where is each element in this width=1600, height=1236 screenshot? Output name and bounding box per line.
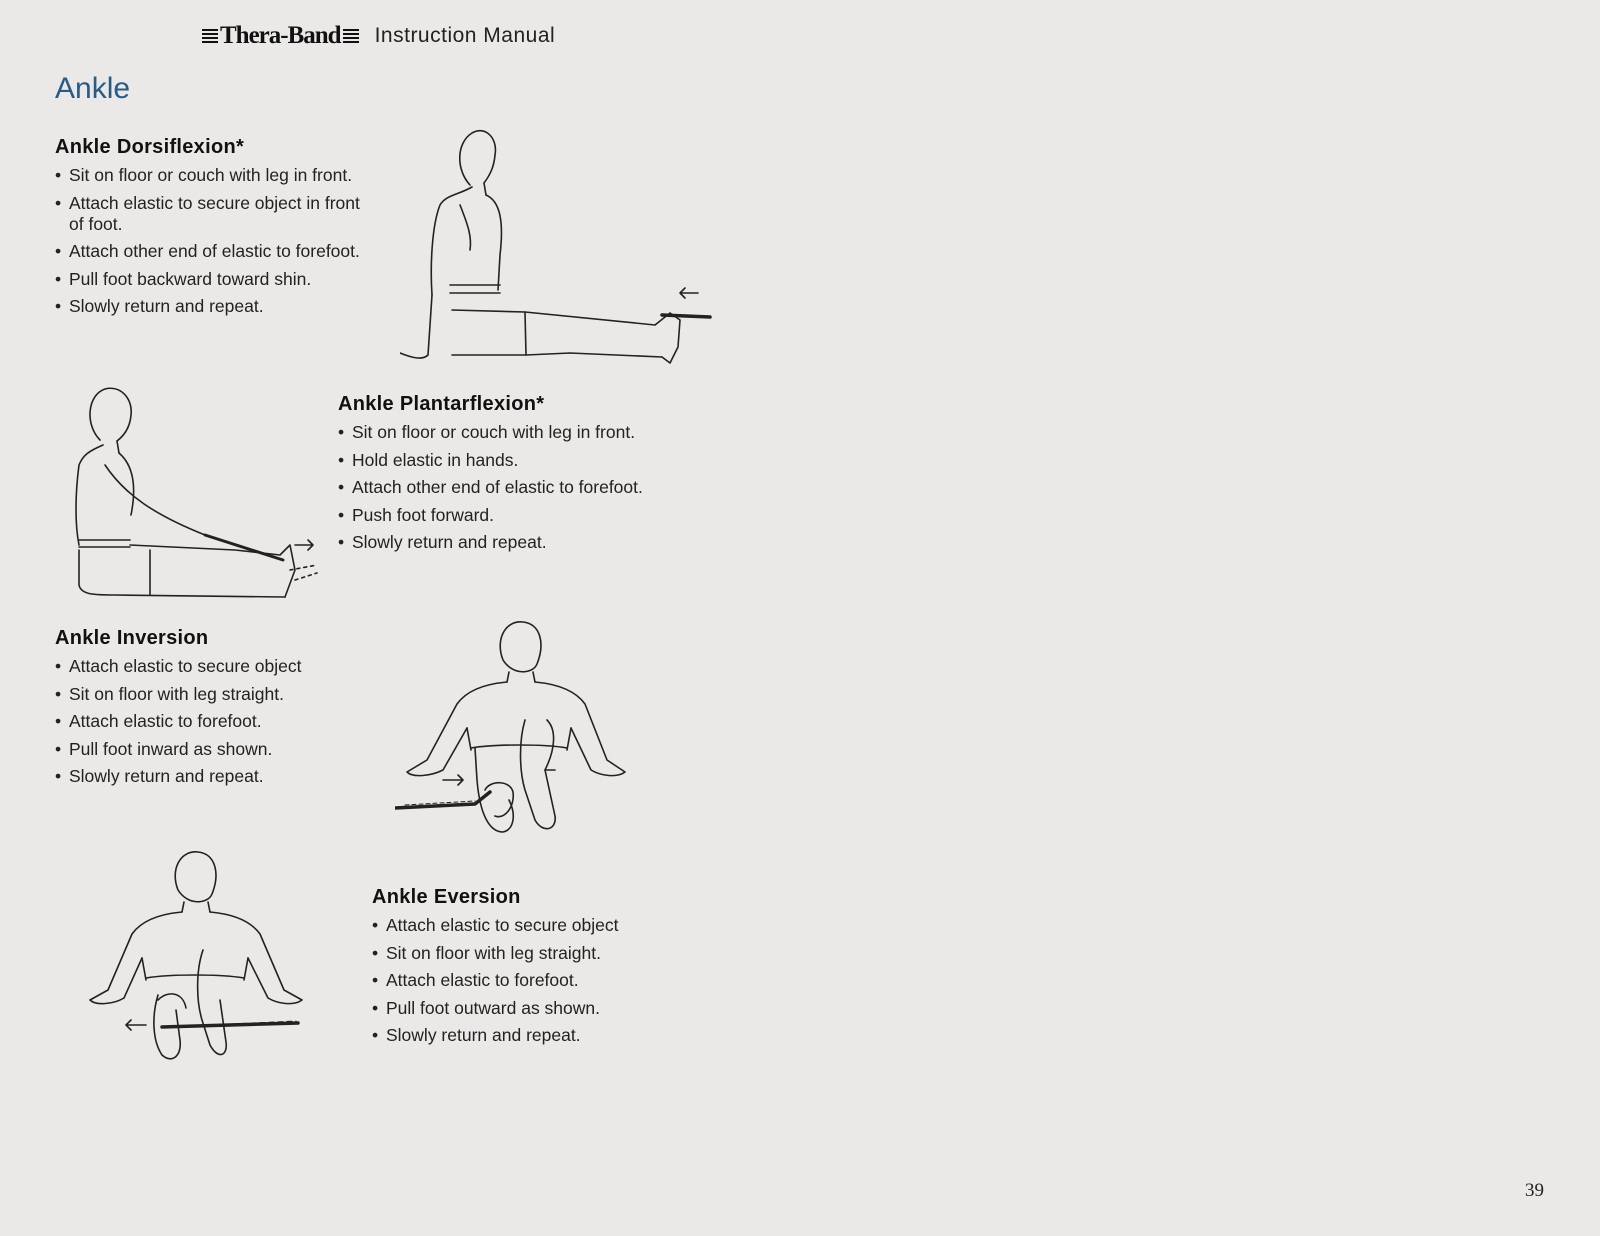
list-item: • Attach elastic to secure object: [372, 915, 732, 936]
dorsiflexion-illustration: [400, 125, 730, 375]
list-item: • Attach elastic to secure object: [55, 656, 395, 677]
exercise-title: Ankle Dorsiflexion*: [55, 136, 245, 158]
list-item: • Slowly return and repeat.: [55, 296, 415, 317]
exercise-steps: [372, 915, 732, 1046]
list-item: • Sit on floor with leg straight.: [372, 943, 732, 964]
list-item: • Attach other end of elastic to forefoot.: [55, 241, 415, 262]
exercise-steps: [55, 656, 395, 787]
exercise-inversion: [55, 627, 395, 794]
list-item: • Pull foot backward toward shin.: [55, 269, 415, 290]
list-item: • Attach elastic to secure object in front of foot.: [55, 193, 369, 235]
exercise-steps: [338, 422, 738, 553]
list-item: • Slowly return and repeat.: [55, 766, 395, 787]
exercise-title: Ankle Inversion: [55, 627, 209, 649]
list-item: • Pull foot outward as shown.: [372, 998, 732, 1019]
list-item: • Sit on floor or couch with leg in front.: [55, 165, 415, 186]
brand-name: Thera-Band: [220, 22, 341, 49]
section-title: Ankle: [55, 72, 131, 105]
logo-bars-left: [202, 29, 218, 43]
list-item: • Attach elastic to forefoot.: [55, 711, 395, 732]
list-item: • Pull foot inward as shown.: [55, 739, 395, 760]
exercise-title: Ankle Eversion: [372, 886, 521, 908]
exercise-plantarflexion: [338, 393, 738, 560]
list-item: • Hold elastic in hands.: [338, 450, 738, 471]
list-item: • Slowly return and repeat.: [338, 532, 738, 553]
list-item: • Sit on floor or couch with leg in front.: [338, 422, 738, 443]
logo-bars-right: [343, 29, 359, 43]
eversion-illustration: [88, 850, 318, 1075]
plantarflexion-illustration: [55, 385, 335, 615]
manual-title: Instruction Manual: [374, 24, 556, 47]
exercise-dorsiflexion: [55, 136, 415, 324]
exercise-title: Ankle Plantarflexion*: [338, 393, 545, 415]
page-number: 39: [1525, 1180, 1544, 1201]
list-item: • Sit on floor with leg straight.: [55, 684, 395, 705]
exercise-steps: [55, 165, 415, 317]
brand-logo: [200, 22, 361, 50]
list-item: • Attach other end of elastic to forefoot.: [338, 477, 738, 498]
list-item: • Attach elastic to forefoot.: [372, 970, 732, 991]
page-header: [200, 22, 555, 50]
inversion-illustration: [395, 620, 640, 850]
exercise-eversion: [372, 886, 732, 1053]
list-item: • Slowly return and repeat.: [372, 1025, 732, 1046]
list-item: • Push foot forward.: [338, 505, 738, 526]
